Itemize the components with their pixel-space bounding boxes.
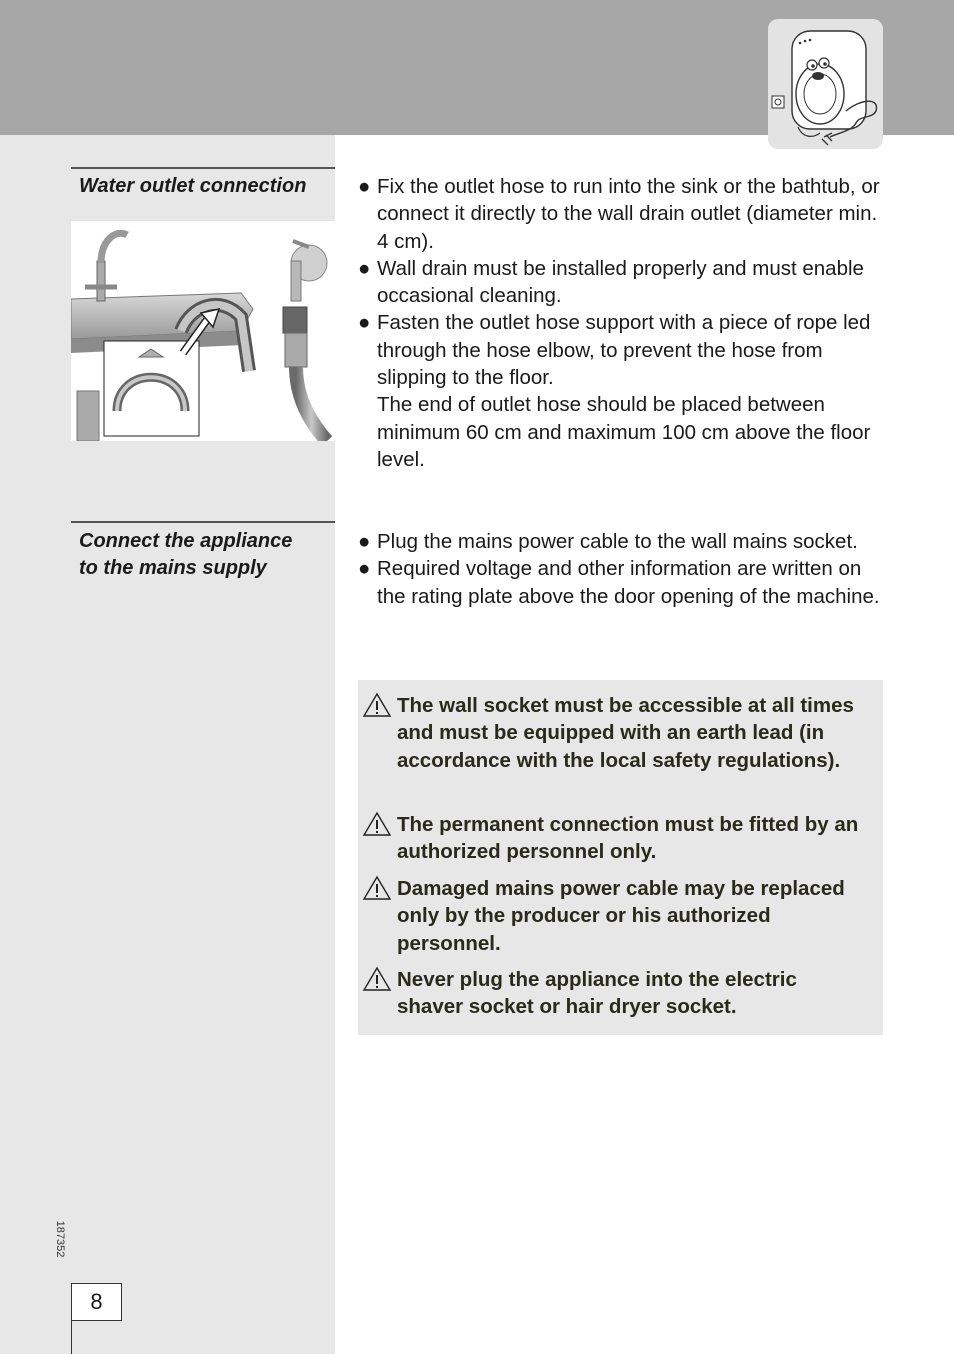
list-item — [358, 309, 888, 473]
page-number-tick — [71, 1320, 72, 1354]
water-outlet-instructions — [358, 173, 888, 473]
bullet-icon: ● — [358, 175, 371, 198]
list-item-text: Fasten the outlet hose support with a piece of rope led through the hose elbow, to prevent the hose from slipping to the floor. — [377, 311, 871, 390]
warning-text: The wall socket must be accessible at all times and must be equipped with an earth lead (in accordance with the local safety regulations). — [397, 694, 854, 772]
warning-triangle-icon — [362, 875, 392, 901]
section-heading-line: Water outlet connection — [79, 175, 307, 197]
warning-triangle-icon — [362, 966, 392, 992]
list-item — [358, 528, 888, 555]
warning-item — [362, 692, 862, 774]
bullet-icon: ● — [358, 311, 371, 335]
hose-height-note: The end of outlet hose should be placed between minimum 60 cm and maximum 100 cm above the floor level. — [377, 393, 871, 471]
warning-text: The permanent connection must be fitted by an authorized personnel only. — [397, 813, 859, 864]
washing-machine-character-icon — [768, 19, 883, 149]
warning-item — [362, 875, 862, 957]
warning-triangle-icon — [362, 811, 392, 837]
section-heading-line: Connect the appliance — [79, 530, 293, 552]
bullet-icon: ● — [358, 256, 371, 280]
list-item-text: Wall drain must be installed properly and must enable occasional cleaning. — [377, 256, 864, 308]
safety-warning-box — [358, 680, 883, 1035]
warning-text: Damaged mains power cable may be replaced only by the producer or his authorized personnel. — [397, 877, 845, 955]
warning-triangle-icon — [362, 692, 392, 718]
page-number: 8 — [71, 1283, 122, 1321]
section-heading-line: to the mains supply — [79, 557, 267, 579]
list-item-text: Fix the outlet hose to run into the sink or the bathtub, or connect it directly to the wall drain outlet (diameter min. 4 cm). — [377, 175, 880, 253]
list-item-text: Plug the mains power cable to the wall mains socket. — [377, 530, 858, 553]
list-item-text: Required voltage and other information are written on the rating plate above the door opening of the machine. — [377, 557, 880, 608]
warning-item — [362, 966, 862, 1021]
list-item — [358, 555, 888, 610]
bullet-icon: ● — [358, 530, 371, 553]
section-divider — [71, 521, 335, 523]
warning-item — [362, 811, 862, 866]
section-heading-mains-supply — [79, 528, 329, 582]
sink-outlet-hose-illustration — [71, 221, 335, 441]
list-item — [358, 255, 888, 310]
document-code: 187352 — [54, 1220, 66, 1258]
section-heading-water-outlet — [79, 173, 329, 200]
bullet-icon: ● — [358, 557, 371, 581]
warning-text: Never plug the appliance into the electric shaver socket or hair dryer socket. — [397, 968, 797, 1019]
section-divider — [71, 167, 335, 169]
mains-supply-instructions — [358, 528, 888, 610]
list-item — [358, 173, 888, 255]
